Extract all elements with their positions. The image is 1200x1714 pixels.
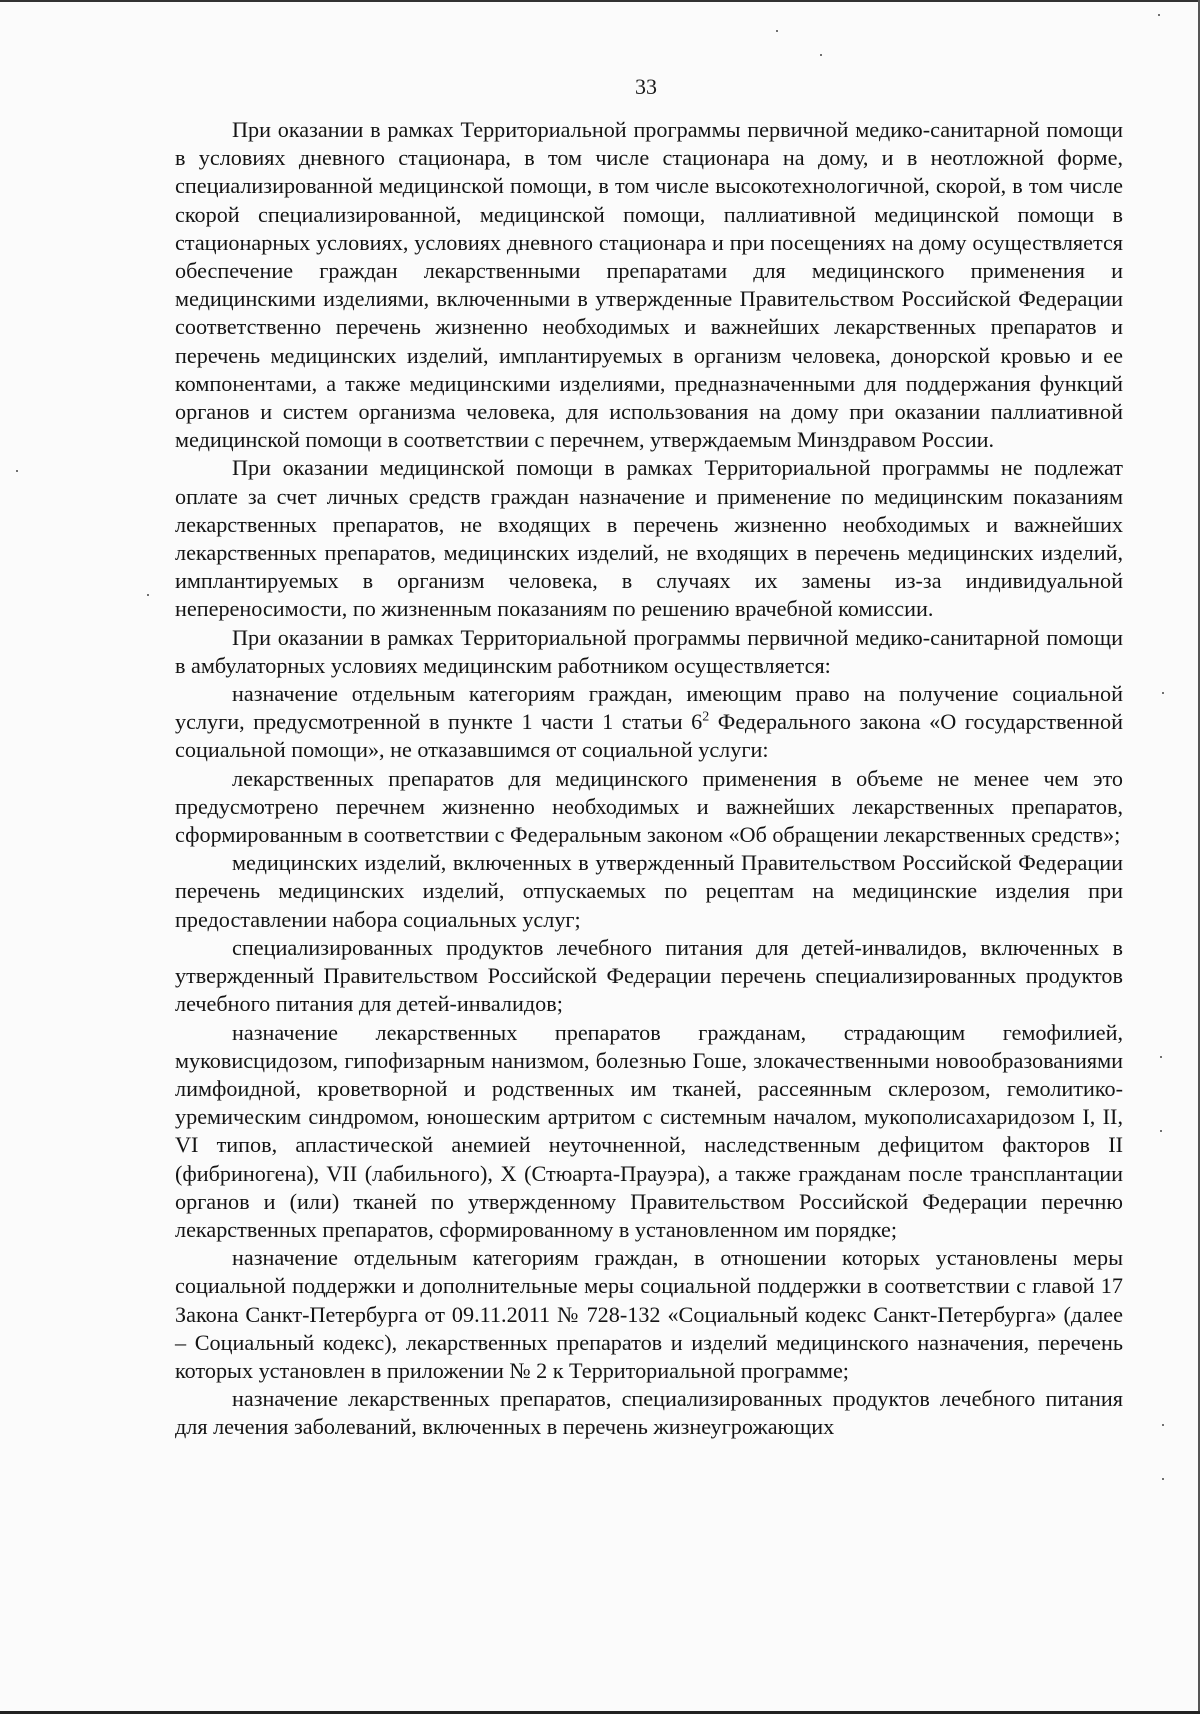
page-number: 33	[635, 74, 657, 99]
scan-speck	[1162, 1478, 1164, 1480]
scan-speck	[1158, 14, 1160, 16]
paragraph: назначение лекарственных препаратов гражданам, страдающим гемофилией, муковисцидозом, гипофизарным нанизмом, болезнью Гоше, злокачественными новообразованиями лимфоидной, кроветворной и родственных им тканей, рассеянным склерозом, гемолитико-уремическим синдромом, юношеским артритом с системным началом, мукополисахаридозом I, II, VI типов, апластической анемией неуточненной, наследственным дефицитом факторов II (фибриногена), VII (лабильного), X (Стюарта-Прауэра), а также гражданам после трансплантации органов и (или) тканей по утвержденному Правительством Российской Федерации перечню лекарственных препаратов, сформированному в установленном им порядке;	[175, 1019, 1123, 1242]
paragraph: При оказании в рамках Территориальной программы первичной медико-санитарной помощи в условиях дневного стационара, в том числе стационара на дому, и в неотложной форме, специализированной медицинской помощи, в том числе высокотехнологичной, скорой, в том числе скорой специализированной, медицинской помощи, паллиативной медицинской помощи в стационарных условиях, условиях дневного стационара и при посещениях на дому осуществляется обеспечение граждан лекарственными препаратами для медицинского применения и медицинскими изделиями, включенными в утвержденные Правительством Российской Федерации соответственно перечень жизненно необходимых и важнейших лекарственных препаратов и перечень медицинских изделий, имплантируемых в организм человека, донорской кровью и ее компонентами, а также медицинскими изделиями, предназначенными для поддержания функций органов и систем организма человека, для использования на дому при оказании паллиативной медицинской помощи в соответствии с перечнем, утверждаемым Минздравом России.	[175, 117, 1123, 453]
scan-speck	[1160, 1056, 1162, 1058]
paragraph: специализированных продуктов лечебного питания для детей-инвалидов, включенных в утвержденный Правительством Российской Федерации перечень специализированных продуктов лечебного питания для детей-инвалидов;	[175, 934, 1123, 1017]
paragraph	[175, 680, 1123, 765]
scan-speck	[1162, 1424, 1164, 1426]
scan-speck	[776, 30, 778, 32]
scan-speck	[820, 54, 822, 56]
scan-edge-top	[0, 0, 1200, 2]
scan-speck	[1160, 1130, 1162, 1132]
scan-speck	[1162, 692, 1164, 694]
scan-speck	[16, 470, 18, 472]
paragraph: При оказании медицинской помощи в рамках Территориальной программы не подлежат оплате за счет личных средств граждан назначение и применение по медицинским показаниям лекарственных препаратов, не входящих в перечень жизненно необходимых и важнейших лекарственных препаратов, медицинских изделий, не входящих в перечень медицинских изделий, имплантируемых в организм человека, в случаях их замены из-за индивидуальной непереносимости, по жизненным показаниям по решению врачебной комиссии.	[175, 455, 1123, 622]
paragraph: лекарственных препаратов для медицинского применения в объеме не менее чем это предусмотрено перечнем жизненно необходимых и важнейших лекарственных препаратов, сформированным в соответствии с Федеральным законом «Об обращении лекарственных средств»;	[175, 765, 1123, 848]
paragraph: назначение лекарственных препаратов, специализированных продуктов лечебного питания для лечения заболеваний, включенных в перечень жизнеугрожающих	[175, 1386, 1123, 1440]
paragraph-text: Федерального закона «О государственной социальной помощи», не отказавшимся от социальной услуги:	[175, 709, 1123, 763]
scan-speck	[147, 594, 149, 596]
paragraph-text: назначение отдельным категориям граждан, имеющим право на получение социальной услуги, предусмотренной в пункте 1 части 1 статьи 6	[175, 681, 1123, 735]
superscript: 2	[702, 709, 710, 725]
document-body	[175, 116, 1123, 1442]
paragraph: медицинских изделий, включенных в утвержденный Правительством Российской Федерации перечень медицинских изделий, отпускаемых по рецептам на медицинские изделия при предоставлении набора социальных услуг;	[175, 850, 1123, 932]
paragraph: При оказании в рамках Территориальной программы первичной медико-санитарной помощи в амбулаторных условиях медицинским работником осуществляется:	[175, 624, 1123, 678]
paragraph: назначение отдельным категориям граждан, в отношении которых установлены меры социальной поддержки и дополнительные меры социальной поддержки в соответствии с главой 17 Закона Санкт-Петербурга от 09.11.2011 № 728-132 «Социальный кодекс Санкт-Петербурга» (далее – Социальный кодекс), лекарственных препаратов и изделий медицинского назначения, перечень которых установлен в приложении № 2 к Территориальной программе;	[175, 1245, 1123, 1383]
